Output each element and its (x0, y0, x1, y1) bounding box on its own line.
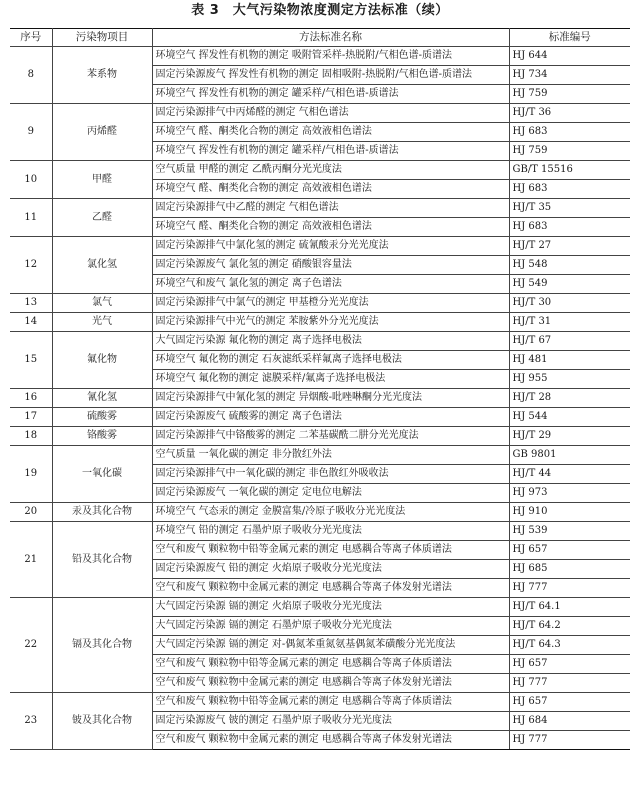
standard-cell: HJ/T 31 (509, 313, 630, 332)
row-number: 23 (10, 693, 52, 750)
pollutant-cell: 光气 (52, 313, 152, 332)
table-row (10, 693, 630, 712)
method-cell: 固定污染源废气 一氧化碳的测定 定电位电解法 (152, 484, 509, 503)
table-header (10, 29, 630, 47)
pollutant-cell: 氰化氢 (52, 389, 152, 408)
row-number: 22 (10, 598, 52, 693)
standard-cell: HJ 549 (509, 275, 630, 294)
standard-cell: HJ/T 36 (509, 104, 630, 123)
row-number: 16 (10, 389, 52, 408)
method-cell: 环境空气 铅的测定 石墨炉原子吸收分光光度法 (152, 522, 509, 541)
table-row (10, 522, 630, 541)
standard-cell: HJ 683 (509, 180, 630, 199)
standard-cell: HJ 777 (509, 731, 630, 750)
method-cell: 空气和废气 颗粒物中铅等金属元素的测定 电感耦合等离子体质谱法 (152, 693, 509, 712)
standard-cell: HJ 955 (509, 370, 630, 389)
method-cell: 固定污染源排气中一氧化碳的测定 非色散红外吸收法 (152, 465, 509, 484)
standard-cell: HJ 544 (509, 408, 630, 427)
row-number: 8 (10, 47, 52, 104)
standard-cell: HJ 973 (509, 484, 630, 503)
standard-cell: HJ 759 (509, 142, 630, 161)
standard-cell: HJ/T 67 (509, 332, 630, 351)
standard-cell: HJ 777 (509, 579, 630, 598)
standard-cell: HJ/T 64.2 (509, 617, 630, 636)
header-row (10, 29, 630, 47)
standard-cell: GB/T 15516 (509, 161, 630, 180)
table-row (10, 427, 630, 446)
method-cell: 环境空气 醛、酮类化合物的测定 高效液相色谱法 (152, 123, 509, 142)
standard-cell: HJ/T 35 (509, 199, 630, 218)
row-number: 11 (10, 199, 52, 237)
method-cell: 固定污染源废气 挥发性有机物的测定 固相吸附-热脱附/气相色谱-质谱法 (152, 66, 509, 85)
standard-cell: HJ 644 (509, 47, 630, 66)
pollutant-cell: 氯气 (52, 294, 152, 313)
method-cell: 大气固定污染源 镉的测定 对-偶氮苯重氮氨基偶氮苯磺酸分光光度法 (152, 636, 509, 655)
method-cell: 固定污染源排气中铬酸雾的测定 二苯基碳酰二肼分光光度法 (152, 427, 509, 446)
table-row (10, 161, 630, 180)
method-cell: 固定污染源排气中光气的测定 苯胺紫外分光光度法 (152, 313, 509, 332)
row-number: 15 (10, 332, 52, 389)
row-number: 18 (10, 427, 52, 446)
pollutant-cell: 一氧化碳 (52, 446, 152, 503)
standard-cell: HJ 777 (509, 674, 630, 693)
method-cell: 空气和废气 颗粒物中金属元素的测定 电感耦合等离子体发射光谱法 (152, 579, 509, 598)
method-cell: 环境空气 氟化物的测定 石灰滤纸采样氟离子选择电极法 (152, 351, 509, 370)
pollutant-cell: 铅及其化合物 (52, 522, 152, 598)
table-title: 表 3 大气污染物浓度测定方法标准（续） (191, 3, 449, 18)
pollutant-cell: 乙醛 (52, 199, 152, 237)
header-standard: 标准编号 (509, 29, 630, 47)
table-row (10, 503, 630, 522)
method-cell: 环境空气 气态汞的测定 金膜富集/冷原子吸收分光光度法 (152, 503, 509, 522)
pollutant-cell: 氯化氢 (52, 237, 152, 294)
method-cell: 大气固定污染源 镉的测定 石墨炉原子吸收分光光度法 (152, 617, 509, 636)
standard-cell: HJ 759 (509, 85, 630, 104)
table-row (10, 237, 630, 256)
standard-cell: HJ 685 (509, 560, 630, 579)
pollutant-cell: 铍及其化合物 (52, 693, 152, 750)
table-row (10, 104, 630, 123)
table-row (10, 598, 630, 617)
table-row (10, 294, 630, 313)
row-number: 20 (10, 503, 52, 522)
method-cell: 环境空气 挥发性有机物的测定 吸附管采样-热脱附/气相色谱-质谱法 (152, 47, 509, 66)
row-number: 10 (10, 161, 52, 199)
standard-cell: HJ 683 (509, 123, 630, 142)
table-row (10, 446, 630, 465)
table-row (10, 199, 630, 218)
pollutant-cell: 硫酸雾 (52, 408, 152, 427)
row-number: 21 (10, 522, 52, 598)
table-row (10, 408, 630, 427)
method-cell: 大气固定污染源 氟化物的测定 离子选择电极法 (152, 332, 509, 351)
standard-cell: HJ/T 30 (509, 294, 630, 313)
method-cell: 空气和废气 颗粒物中铅等金属元素的测定 电感耦合等离子体质谱法 (152, 541, 509, 560)
row-number: 9 (10, 104, 52, 161)
standard-cell: HJ 684 (509, 712, 630, 731)
standard-cell: HJ 481 (509, 351, 630, 370)
method-cell: 环境空气和废气 氯化氢的测定 离子色谱法 (152, 275, 509, 294)
method-cell: 环境空气 氟化物的测定 滤膜采样/氟离子选择电极法 (152, 370, 509, 389)
standard-cell: HJ/T 44 (509, 465, 630, 484)
standards-table (10, 28, 630, 750)
standard-cell: HJ 657 (509, 541, 630, 560)
table-body (10, 47, 630, 750)
standard-cell: GB 9801 (509, 446, 630, 465)
method-cell: 大气固定污染源 镉的测定 火焰原子吸收分光光度法 (152, 598, 509, 617)
standard-cell: HJ/T 29 (509, 427, 630, 446)
standard-cell: HJ/T 27 (509, 237, 630, 256)
standard-cell: HJ 539 (509, 522, 630, 541)
pollutant-cell: 氟化物 (52, 332, 152, 389)
pollutant-cell: 镉及其化合物 (52, 598, 152, 693)
table-row (10, 313, 630, 332)
pollutant-cell: 丙烯醛 (52, 104, 152, 161)
method-cell: 环境空气 醛、酮类化合物的测定 高效液相色谱法 (152, 180, 509, 199)
row-number: 14 (10, 313, 52, 332)
table-row (10, 389, 630, 408)
row-number: 12 (10, 237, 52, 294)
method-cell: 固定污染源排气中乙醛的测定 气相色谱法 (152, 199, 509, 218)
method-cell: 环境空气 挥发性有机物的测定 罐采样/气相色谱-质谱法 (152, 142, 509, 161)
header-pollutant: 污染物项目 (52, 29, 152, 47)
table-row (10, 332, 630, 351)
standard-cell: HJ 734 (509, 66, 630, 85)
standard-cell: HJ 548 (509, 256, 630, 275)
standard-cell: HJ/T 64.1 (509, 598, 630, 617)
row-number: 17 (10, 408, 52, 427)
standard-cell: HJ 683 (509, 218, 630, 237)
header-method: 方法标准名称 (152, 29, 509, 47)
pollutant-cell: 铬酸雾 (52, 427, 152, 446)
pollutant-cell: 甲醛 (52, 161, 152, 199)
row-number: 19 (10, 446, 52, 503)
method-cell: 固定污染源排气中氯化氢的测定 硫氰酸汞分光光度法 (152, 237, 509, 256)
standard-cell: HJ/T 64.3 (509, 636, 630, 655)
method-cell: 固定污染源排气中丙烯醛的测定 气相色谱法 (152, 104, 509, 123)
standard-cell: HJ 910 (509, 503, 630, 522)
method-cell: 固定污染源排气中氯气的测定 甲基橙分光光度法 (152, 294, 509, 313)
method-cell: 空气质量 一氧化碳的测定 非分散红外法 (152, 446, 509, 465)
method-cell: 环境空气 挥发性有机物的测定 罐采样/气相色谱-质谱法 (152, 85, 509, 104)
method-cell: 固定污染源废气 铅的测定 火焰原子吸收分光光度法 (152, 560, 509, 579)
pollutant-cell: 汞及其化合物 (52, 503, 152, 522)
header-no: 序号 (20, 31, 42, 43)
standard-cell: HJ/T 28 (509, 389, 630, 408)
method-cell: 空气和废气 颗粒物中金属元素的测定 电感耦合等离子体发射光谱法 (152, 674, 509, 693)
method-cell: 空气和废气 颗粒物中铅等金属元素的测定 电感耦合等离子体质谱法 (152, 655, 509, 674)
method-cell: 空气质量 甲醛的测定 乙酰丙酮分光光度法 (152, 161, 509, 180)
table-row (10, 47, 630, 66)
method-cell: 固定污染源排气中氰化氢的测定 异烟酸-吡唑啉酮分光光度法 (152, 389, 509, 408)
standard-cell: HJ 657 (509, 655, 630, 674)
method-cell: 固定污染源废气 铍的测定 石墨炉原子吸收分光光度法 (152, 712, 509, 731)
pollutant-cell: 苯系物 (52, 47, 152, 104)
method-cell: 空气和废气 颗粒物中金属元素的测定 电感耦合等离子体发射光谱法 (152, 731, 509, 750)
method-cell: 固定污染源废气 氯化氢的测定 硝酸银容量法 (152, 256, 509, 275)
row-number: 13 (10, 294, 52, 313)
standard-cell: HJ 657 (509, 693, 630, 712)
method-cell: 环境空气 醛、酮类化合物的测定 高效液相色谱法 (152, 218, 509, 237)
method-cell: 固定污染源废气 硫酸雾的测定 离子色谱法 (152, 408, 509, 427)
